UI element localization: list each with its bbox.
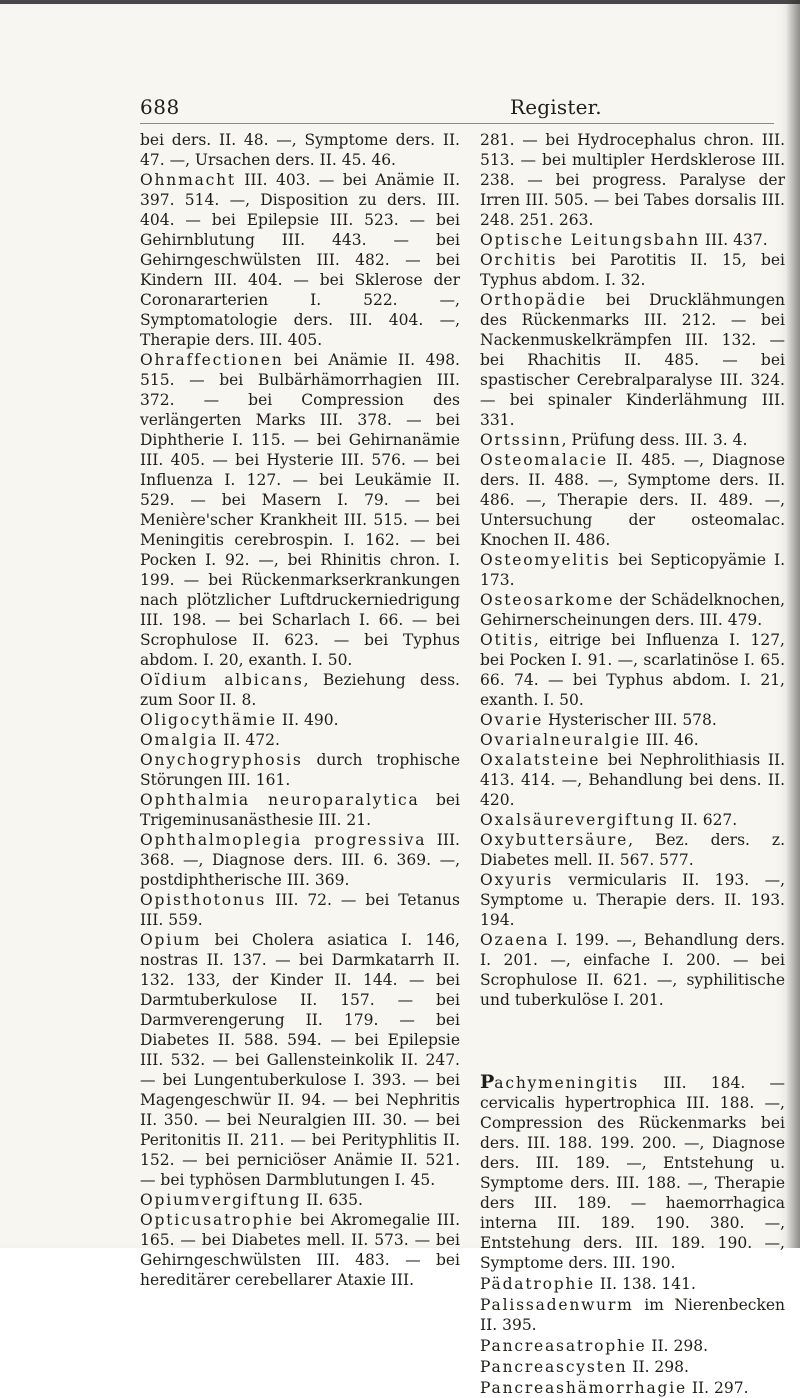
index-headword: Oxybuttersäure: [480, 831, 629, 849]
index-entry: [480, 1072, 785, 1273]
page-number: 688: [140, 95, 180, 119]
index-references: im Nierenbecken II. 395.: [480, 1296, 785, 1334]
index-headword: Ohraffectionen: [140, 351, 284, 369]
index-headword: Osteosarkome: [480, 591, 615, 609]
index-references: II. 490.: [277, 711, 339, 729]
index-headword: Ophthalmoplegia progressiva: [140, 831, 427, 849]
index-references: II. 627.: [675, 811, 738, 829]
index-headword: Opisthotonus: [140, 891, 267, 909]
index-headword: Oïdium albicans: [140, 671, 304, 689]
index-entry: [480, 810, 785, 830]
index-headword: Osteomalacie: [480, 451, 608, 469]
index-headword: Ortssinn: [480, 431, 562, 449]
index-headword: Palissadenwurm: [480, 1296, 634, 1314]
index-headword: Opticusatrophie: [140, 1211, 294, 1229]
index-entry: [140, 890, 460, 930]
index-entry: [480, 750, 785, 810]
index-entry: [480, 430, 785, 450]
header-divider: [140, 123, 774, 124]
index-references: 281. — bei Hydrocephalus chron. III. 513. — bei multipler Herdsklerose III. 238. — bei progress. Paralyse der Irren III. 505. — bei Tabes dorsalis III. 248. 251. 263.: [480, 131, 785, 229]
index-entry: [140, 1210, 460, 1290]
index-headword: Opium: [140, 931, 202, 949]
index-headword: Oxalatsteine: [480, 751, 601, 769]
index-entry: [480, 870, 785, 930]
index-references: II. 485. —, Diagnose ders. II. 488. —, Symptome ders. II. 486. —, Therapie ders. II. 489. —, Untersuchung der osteomalac. Knochen II. 486.: [480, 451, 785, 549]
index-headword: Otitis: [480, 631, 534, 649]
index-references: bei Akromegalie III. 165. — bei Diabetes mell. II. 573. — bei Gehirngeschwülsten III. 483. — bei hereditärer cerebellarer Ataxie III.: [140, 1211, 460, 1289]
index-references: II. 298.: [646, 1337, 709, 1355]
index-entry: [480, 450, 785, 550]
index-references: II. 297.: [686, 1379, 749, 1397]
index-references: Hysterischer III. 578.: [543, 711, 717, 729]
index-section-o-continued: [480, 130, 785, 1010]
index-entry: [140, 350, 460, 670]
index-headword: Orchitis: [480, 251, 558, 269]
index-entry: [140, 170, 460, 350]
index-headword: Pädatrophie: [480, 1275, 595, 1293]
index-headword: Ovarie: [480, 711, 544, 729]
section-gap: [480, 1010, 785, 1072]
index-entry: [480, 590, 785, 630]
index-headword: Ohnmacht: [140, 171, 236, 189]
section-initial: P: [480, 1071, 495, 1093]
index-entry: [480, 250, 785, 290]
index-references: der Schädelknochen, Gehirnerscheinungen ders. III. 479.: [480, 591, 785, 629]
index-references: III. 72. — bei Tetanus III. 559.: [140, 891, 460, 929]
index-headword: Pancreascysten: [480, 1358, 628, 1376]
index-headword: Opiumvergiftung: [140, 1191, 302, 1209]
index-entry: [140, 750, 460, 790]
index-headword: Orthopädie: [480, 291, 587, 309]
index-entry: [140, 710, 460, 730]
index-references: III. 403. — bei Anämie II. 397. 514. —, Disposition zu ders. III. 404. — bei Epilepsie III. 523. — bei Gehirnblutung III. 443. — bei Gehirngeschwülsten III. 482. — bei Kindern III. 404. — bei Sklerose der Coronararterien I. 522. —, Symptomatologie ders. III. 404. —, Therapie ders. III. 405.: [140, 171, 460, 349]
page-title: Register.: [510, 95, 602, 119]
index-headword: Pancreasatrophie: [480, 1337, 647, 1355]
index-headword: Ophthalmia neuroparalytica: [140, 791, 420, 809]
index-entry: [140, 830, 460, 890]
index-headword: achymeningitis: [494, 1074, 639, 1092]
index-headword: Onychogryphosis: [140, 751, 303, 769]
index-headword: Omalgia: [140, 731, 219, 749]
index-entry: [480, 550, 785, 590]
index-entry: [480, 730, 785, 750]
index-entry: [480, 1377, 785, 1398]
index-entry: [480, 630, 785, 710]
index-references: , eitrige bei Influenza I. 127, bei Pocken I. 91. —, scarlatinöse I. 65. 66. 74. — bei Typhus abdom. I. 21, exanth. I. 50.: [480, 631, 785, 709]
index-entry: [140, 130, 460, 170]
index-references: III. 437.: [699, 231, 768, 249]
index-references: bei Cholera asiatica I. 146, nostras II. 137. — bei Darmkatarrh II. 132. 133, der Kinder II. 144. — bei Darmtuberkulose II. 157. — bei Darmverengerung II. 179. — bei Diabetes II. 588. 594. — bei Epilepsie III. 532. — bei Gallensteinkolik II. 247. — bei Lungentuberkulose I. 393. — bei Magengeschwür II. 94. — bei Nephritis II. 350. — bei Neuralgien III. 30. — bei Peritonitis II. 211. — bei Perityphlitis II. 152. — bei perniciöser Anämie II. 521. — bei typhösen Darmblutungen I. 45.: [140, 931, 460, 1189]
index-references: II. 298.: [627, 1358, 689, 1376]
index-references: II. 472.: [218, 731, 280, 749]
index-references: bei Septicopyämie I. 173.: [480, 551, 785, 589]
index-entry: [480, 230, 785, 250]
index-entry: [480, 290, 785, 430]
page-header: [140, 93, 774, 121]
index-references: I. 199. —, Behandlung ders. I. 201. —, einfache I. 200. — bei Scrophulose II. 621. —, syphilitische und tuberkulöse I. 201.: [480, 931, 785, 1009]
index-column-left: [140, 130, 460, 1290]
index-entry: [140, 930, 460, 1190]
top-border: [0, 0, 800, 4]
index-entry: [140, 670, 460, 710]
index-references: III. 46.: [640, 731, 699, 749]
index-headword: Oligocythämie: [140, 711, 277, 729]
index-headword: Osteomyelitis: [480, 551, 611, 569]
index-references: bei Trigeminusanästhesie III. 21.: [140, 791, 460, 829]
index-references: bei Parotitis II. 15, bei Typhus abdom. I. 32.: [480, 251, 785, 289]
index-entry: [480, 130, 785, 230]
index-references: bei Anämie II. 498. 515. — bei Bulbärhämorrhagien III. 372. — bei Compression des verlängerten Marks III. 378. — bei Diphtherie I. 115. — bei Gehirnanämie III. 405. — bei Hysterie III. 576. — bei Influenza I. 127. — bei Leukämie II. 529. — bei Masern I. 79. — bei Menière'scher Krankheit III. 515. — bei Meningitis cerebrospin. I. 162. — bei Pocken I. 92. —, bei Rhinitis chron. I. 199. — bei Rückenmarkserkrankungen nach plötzlicher Luftdruckerniedrigung III. 198. — bei Scharlach I. 66. — bei Scrophulose II. 623. — bei Typhus abdom. I. 20, exanth. I. 50.: [140, 351, 460, 669]
index-headword: Ovarialneuralgie: [480, 731, 641, 749]
index-section-p: [480, 1072, 785, 1398]
index-entry: [140, 730, 460, 750]
index-references: bei Nephrolithiasis II. 413. 414. —, Behandlung bei dens. II. 420.: [480, 751, 785, 809]
index-entry: [140, 790, 460, 830]
index-headword: Pancreashämorrhagie: [480, 1379, 687, 1397]
index-entry: [140, 1190, 460, 1210]
index-entry: [480, 1335, 785, 1356]
index-entry: [480, 710, 785, 730]
index-references: III. 184. — cervicalis hypertrophica III. 188. —, Compression des Rückenmarks bei ders. III. 188. 199. 200. —, Diagnose ders. III. 189. —, Entstehung u. Symptome ders. III. 188. —, Therapie ders III. 189. — haemorrhagica interna III. 189. 190. 380. —, Entstehung ders. III. 189. 190. —, Symptome ders. III. 190.: [480, 1074, 785, 1272]
index-entry: [480, 930, 785, 1010]
index-references: bei Drucklähmungen des Rückenmarks III. 212. — bei Nackenmuskelkrämpfen III. 132. — bei Rhachitis II. 485. — bei spastischer Cerebralparalyse III. 324. — bei spinaler Kinderlähmung III. 331.: [480, 291, 785, 429]
index-column-right: [480, 130, 785, 1398]
index-headword: Optische Leitungsbahn: [480, 231, 700, 249]
index-entry: [480, 1273, 785, 1294]
index-headword: Oxyuris: [480, 871, 554, 889]
index-references: bei ders. II. 48. —, Symptome ders. II. 47. —, Ursachen ders. II. 45. 46.: [140, 131, 460, 169]
index-references: durch trophische Störungen III. 161.: [140, 751, 460, 789]
index-references: II. 138. 141.: [594, 1275, 696, 1293]
page-edge-shadow: [786, 0, 800, 1248]
index-entry: [480, 1356, 785, 1377]
index-references: , Prüfung dess. III. 3. 4.: [561, 431, 748, 449]
index-references: vermicularis II. 193. —, Symptome u. Therapie ders. II. 193. 194.: [480, 871, 785, 929]
index-references: II. 635.: [301, 1191, 363, 1209]
index-references: , Bez. ders. z. Diabetes mell. II. 567. 577.: [480, 831, 785, 869]
index-entry: [480, 1294, 785, 1335]
index-references: III. 368. —, Diagnose ders. III. 6. 369. —, postdiphtherische III. 369.: [140, 831, 460, 889]
index-references: , Beziehung dess. zum Soor II. 8.: [140, 671, 460, 709]
index-entry: [480, 830, 785, 870]
index-headword: Ozaena: [480, 931, 550, 949]
index-headword: Oxalsäurevergiftung: [480, 811, 676, 829]
